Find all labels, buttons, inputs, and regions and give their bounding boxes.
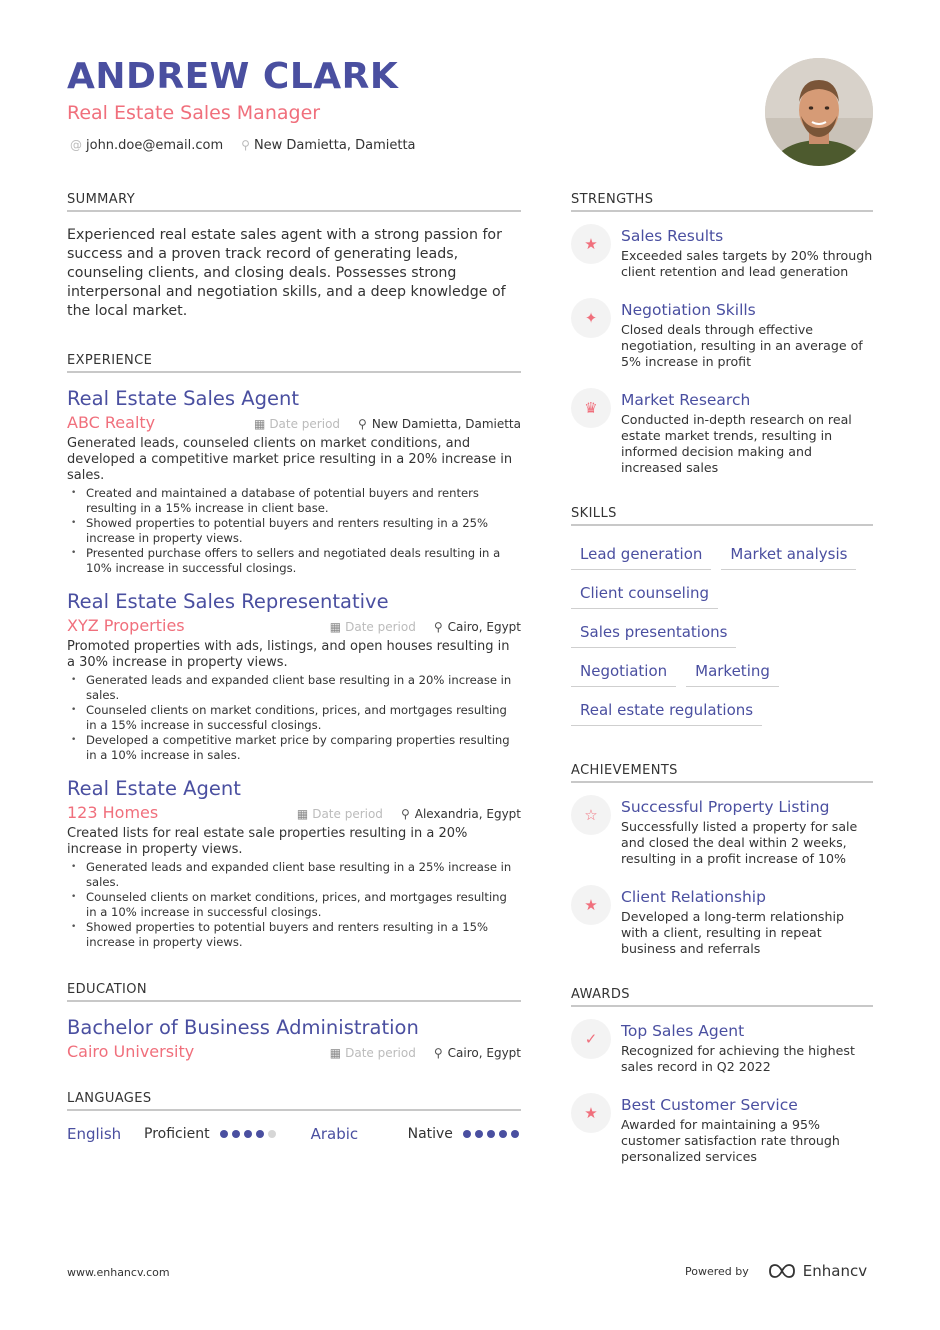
contact-info <box>70 138 416 153</box>
strength-desc: Exceeded sales targets by 20% through client retention and lead generation <box>621 248 873 279</box>
job-description: Promoted properties with ads, listings, and open houses resulting in a 30% increase in property views. <box>67 639 510 670</box>
date-period: Date period <box>345 620 416 634</box>
strength-item <box>571 226 873 280</box>
list-item: • Counseled clients on market conditions, prices, and mortgages resulting in a 10% increase in successful closings. <box>67 890 521 920</box>
languages-heading: LANGUAGES <box>67 1091 521 1111</box>
rating-dot <box>511 1130 519 1138</box>
job-entry-title: Real Estate Sales Representative <box>67 590 389 613</box>
skill-tag: Client counseling <box>571 579 718 609</box>
at-icon: @ <box>70 138 82 152</box>
email-text: john.doe@email.com <box>86 138 224 153</box>
award-title: Best Customer Service <box>621 1096 798 1114</box>
avatar <box>765 58 873 166</box>
star-icon: ★ <box>571 224 611 264</box>
award-item <box>571 1021 873 1075</box>
star-icon: ★ <box>571 885 611 925</box>
list-item: • Generated leads and expanded client base resulting in a 25% increase in sales. <box>67 860 521 890</box>
skills-heading: SKILLS <box>571 506 873 526</box>
job-location: Alexandria, Egypt <box>414 807 521 821</box>
skill-tag: Negotiation <box>571 657 676 687</box>
star-icon: ★ <box>571 1093 611 1133</box>
job-entry <box>67 777 521 950</box>
star-half-icon: ☆ <box>571 795 611 835</box>
language-level: Native <box>407 1126 453 1142</box>
strength-desc: Closed deals through effective negotiation, resulting in an average of 5% increase in profit <box>621 322 863 369</box>
calendar-icon: ▦ <box>253 417 266 431</box>
list-item: • Created and maintained a database of potential buyers and renters resulting in a 15% increase in client base. <box>67 486 521 516</box>
summary-text: Experienced real estate sales agent with a strong passion for success and a proven track record of generating leads, counseling clients, and closing deals. Possesses strong interpersonal and negotiation skills, and a deep knowledge of the local market. <box>67 227 506 319</box>
job-entry <box>67 590 521 763</box>
list-item: • Showed properties to potential buyers and renters resulting in a 25% increase in property views. <box>67 516 521 546</box>
achievement-desc: Developed a long-term relationship with a client, resulting in repeat business and referrals <box>621 909 844 956</box>
rating-dot <box>268 1130 276 1138</box>
job-entry <box>67 387 521 576</box>
list-item: • Presented purchase offers to sellers and negotiated deals resulting in a 10% increase in successful closings. <box>67 546 521 576</box>
enhancv-logo-icon <box>767 1263 797 1279</box>
calendar-icon: ▦ <box>296 807 309 821</box>
rating-dot <box>232 1130 240 1138</box>
skills-list <box>571 540 873 735</box>
rating-dot <box>256 1130 264 1138</box>
magic-wand-icon: ✦ <box>571 298 611 338</box>
rating-dot <box>463 1130 471 1138</box>
job-bullets <box>67 673 521 763</box>
award-item <box>571 1095 873 1165</box>
rating-dot <box>499 1130 507 1138</box>
candidate-name: ANDREW CLARK <box>67 56 399 97</box>
left-column <box>67 192 521 1143</box>
strength-title: Market Research <box>621 391 751 409</box>
skill-tag: Market analysis <box>721 540 856 570</box>
education-entry <box>67 1016 521 1061</box>
calendar-icon: ▦ <box>329 1046 342 1060</box>
job-entry-title: Real Estate Sales Agent <box>67 387 299 410</box>
strength-title: Sales Results <box>621 227 724 245</box>
company-name: ABC Realty <box>67 413 156 432</box>
calendar-icon: ▦ <box>329 620 342 634</box>
job-location: Cairo, Egypt <box>447 620 521 634</box>
email-contact[interactable] <box>70 138 223 153</box>
experience-heading: EXPERIENCE <box>67 353 521 373</box>
job-entry-title: Real Estate Agent <box>67 777 241 800</box>
location-text: New Damietta, Damietta <box>253 138 416 153</box>
location-pin-icon: ⚲ <box>433 620 443 634</box>
language-rating <box>220 1130 276 1138</box>
skill-tag: Lead generation <box>571 540 711 570</box>
check-icon: ✓ <box>571 1019 611 1059</box>
company-name: 123 Homes <box>67 803 159 822</box>
skill-tag: Marketing <box>686 657 779 687</box>
summary-heading: SUMMARY <box>67 192 521 212</box>
location-pin-icon: ⚲ <box>358 417 367 431</box>
job-description: Generated leads, counseled clients on market conditions, and developed a competitive market price resulting in a 20% increase in sales. <box>67 436 513 483</box>
rating-dot <box>220 1130 228 1138</box>
rating-dot <box>475 1130 483 1138</box>
skill-tag: Sales presentations <box>571 618 736 648</box>
awards-heading: AWARDS <box>571 987 873 1007</box>
strength-desc: Conducted in-depth research on real estate market trends, resulting in informed decision making and increased sales <box>621 412 852 475</box>
school-location: Cairo, Egypt <box>447 1046 521 1060</box>
skill-tag: Real estate regulations <box>571 696 762 726</box>
location-pin-icon: ⚲ <box>433 1046 443 1060</box>
job-bullets <box>67 486 521 576</box>
footer-powered <box>685 1262 867 1280</box>
rating-dot <box>244 1130 252 1138</box>
achievement-title: Successful Property Listing <box>621 798 830 816</box>
job-description: Created lists for real estate sale properties resulting in a 20% increase in property views. <box>67 826 468 857</box>
list-item: • Counseled clients on market conditions, prices, and mortgages resulting in a 15% increase in successful closings. <box>67 703 521 733</box>
award-desc: Awarded for maintaining a 95% customer satisfaction rate through personalized services <box>621 1117 840 1164</box>
footer-website[interactable]: www.enhancv.com <box>67 1266 170 1279</box>
location-contact <box>241 138 415 153</box>
strength-item <box>571 300 873 370</box>
rating-dot <box>487 1130 495 1138</box>
date-period: Date period <box>269 417 341 431</box>
right-column <box>571 192 873 1185</box>
list-item: • Generated leads and expanded client base resulting in a 20% increase in sales. <box>67 673 521 703</box>
location-pin-icon: ⚲ <box>400 807 410 821</box>
strength-title: Negotiation Skills <box>621 301 756 319</box>
strengths-heading: STRENGTHS <box>571 192 873 212</box>
date-period: Date period <box>345 1046 416 1060</box>
achievement-item <box>571 887 873 957</box>
brand-name: Enhancv <box>802 1262 868 1280</box>
language-level: Proficient <box>144 1126 210 1142</box>
achievement-desc: Successfully listed a property for sale and closed the deal within 2 weeks, resulting in a profit increase of 10% <box>621 819 858 866</box>
date-period: Date period <box>312 807 383 821</box>
education-heading: EDUCATION <box>67 982 521 1002</box>
language-rating <box>463 1130 519 1138</box>
language-name: Arabic <box>310 1125 359 1143</box>
degree-title: Bachelor of Business Administration <box>67 1016 419 1039</box>
location-pin-icon: ⚲ <box>241 138 250 152</box>
language-name: English <box>67 1125 122 1143</box>
job-bullets <box>67 860 521 950</box>
achievement-title: Client Relationship <box>621 888 766 906</box>
list-item: • Developed a competitive market price by comparing properties resulting in a 10% increase in sales. <box>67 733 521 763</box>
brand-logo[interactable] <box>767 1262 867 1280</box>
powered-by-text: Powered by <box>685 1264 749 1278</box>
achievement-item <box>571 797 873 867</box>
award-desc: Recognized for achieving the highest sales record in Q2 2022 <box>621 1043 855 1074</box>
trophy-icon: ♛ <box>571 388 611 428</box>
award-title: Top Sales Agent <box>621 1022 745 1040</box>
strength-item <box>571 390 873 476</box>
achievements-heading: ACHIEVEMENTS <box>571 763 873 783</box>
school-name: Cairo University <box>67 1042 195 1061</box>
list-item: • Showed properties to potential buyers and renters resulting in a 15% increase in property views. <box>67 920 521 950</box>
job-location: New Damietta, Damietta <box>371 417 521 431</box>
languages-list <box>67 1125 521 1143</box>
job-title: Real Estate Sales Manager <box>67 102 321 124</box>
company-name: XYZ Properties <box>67 616 185 635</box>
